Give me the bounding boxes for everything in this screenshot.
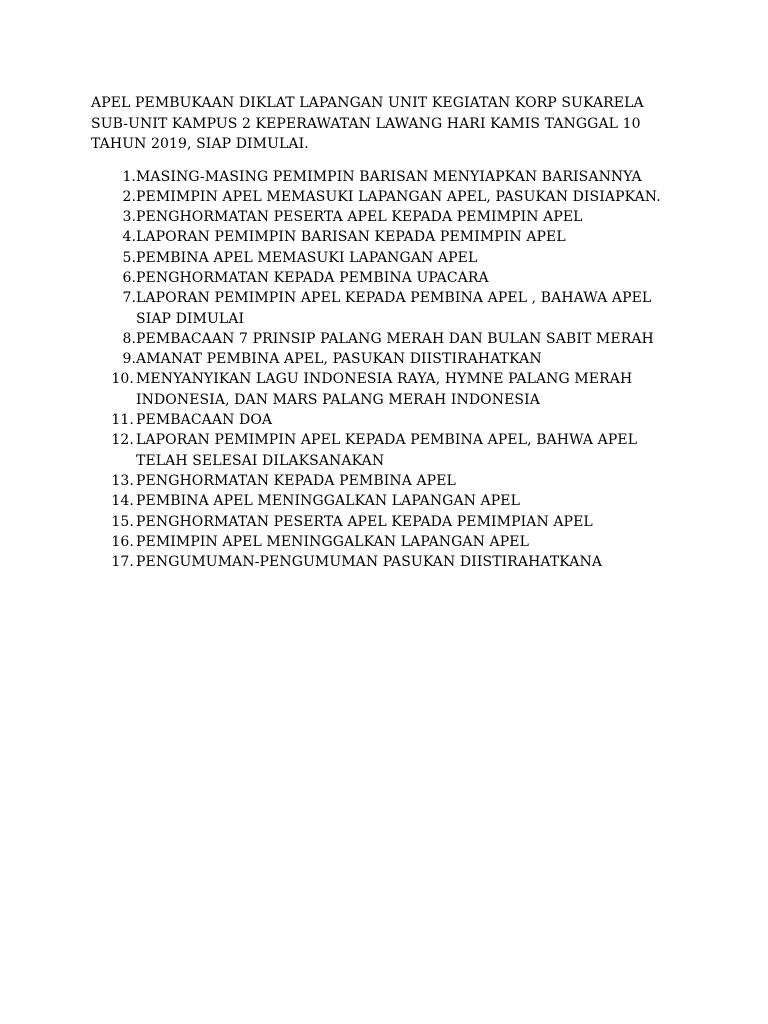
list-item-line: AMANAT PEMBINA APEL, PASUKAN DIISTIRAHATKAN — [136, 351, 542, 368]
list-item — [91, 532, 691, 552]
list-item — [91, 369, 691, 410]
list-item-number: 13. — [111, 472, 134, 489]
intro-line: SUB-UNIT KAMPUS 2 KEPERAWATAN LAWANG HARI KAMIS TANGGAL 10 — [91, 115, 641, 132]
list-item-number: 5. — [122, 249, 136, 266]
list-item-number: 10. — [111, 371, 134, 388]
list-item-line: PEMIMPIN APEL MENINGGALKAN LAPANGAN APEL — [136, 533, 529, 550]
list-item-line: LAPORAN PEMIMPIN APEL KEPADA PEMBINA APEL, BAHWA APEL — [136, 432, 638, 449]
list-item-text — [134, 512, 691, 532]
list-item-line: SIAP DIMULAI — [136, 310, 245, 327]
list-item-number: 3. — [122, 209, 136, 226]
list-item-line: PENGHORMATAN KEPADA PEMBINA UPACARA — [136, 269, 489, 286]
ceremony-steps-list — [91, 167, 691, 573]
list-item-text — [136, 227, 691, 247]
list-item-number: 11. — [111, 412, 134, 429]
list-item — [91, 349, 691, 369]
list-item-line: MASING-MASING PEMIMPIN BARISAN MENYIAPKAN BARISANNYA — [136, 168, 642, 185]
intro-line: APEL PEMBUKAAN DIKLAT LAPANGAN UNIT KEGIATAN KORP SUKARELA — [91, 95, 644, 111]
list-item-text — [136, 329, 691, 349]
list-item — [91, 410, 691, 430]
list-item-number: 6. — [122, 269, 136, 286]
list-item-text — [136, 268, 691, 288]
list-item-number: 4. — [122, 229, 136, 246]
list-item-line: INDONESIA, DAN MARS PALANG MERAH INDONESIA — [136, 391, 540, 408]
document-intro — [91, 93, 691, 155]
list-item-text — [134, 410, 691, 430]
list-item — [91, 268, 691, 288]
list-item — [91, 207, 691, 227]
list-item-text — [136, 167, 691, 187]
list-item-line: PENGHORMATAN PESERTA APEL KEPADA PEMIMPIN APEL — [136, 209, 583, 226]
list-item-number: 8. — [122, 330, 136, 347]
list-item-text — [136, 349, 691, 369]
list-item-number: 1. — [122, 168, 136, 185]
list-item — [91, 248, 691, 268]
list-item-text — [134, 471, 691, 491]
list-item — [91, 187, 691, 207]
list-item-number: 7. — [122, 290, 136, 307]
list-item-text — [134, 491, 691, 511]
list-item-number: 14. — [111, 493, 134, 510]
list-item — [91, 227, 691, 247]
list-item-text — [136, 207, 691, 227]
list-item — [91, 288, 691, 329]
list-item-line: PEMIMPIN APEL MEMASUKI LAPANGAN APEL, PASUKAN DISIAPKAN. — [136, 188, 661, 205]
list-item — [91, 329, 691, 349]
list-item-text — [136, 248, 691, 268]
intro-line: TAHUN 2019, SIAP DIMULAI. — [91, 136, 309, 152]
list-item — [91, 167, 691, 187]
list-item-text — [134, 552, 691, 572]
list-item — [91, 430, 691, 471]
list-item-text — [136, 187, 691, 207]
list-item-number: 16. — [111, 533, 134, 550]
list-item-line: PENGHORMATAN PESERTA APEL KEPADA PEMIMPIAN APEL — [136, 513, 593, 530]
list-item-line: PEMBINA APEL MENINGGALKAN LAPANGAN APEL — [136, 493, 521, 510]
list-item-text — [134, 532, 691, 552]
list-item-line: MENYANYIKAN LAGU INDONESIA RAYA, HYMNE PALANG MERAH — [136, 371, 633, 388]
list-item-line: TELAH SELESAI DILAKSANAKAN — [136, 452, 385, 469]
list-item-line: LAPORAN PEMIMPIN BARISAN KEPADA PEMIMPIN APEL — [136, 229, 566, 246]
list-item-text — [134, 430, 691, 471]
list-item — [91, 552, 691, 572]
list-item-number: 2. — [122, 188, 136, 205]
list-item-text — [134, 369, 691, 410]
list-item-line: PEMBINA APEL MEMASUKI LAPANGAN APEL — [136, 249, 478, 266]
list-item — [91, 512, 691, 532]
list-item-number: 17. — [111, 554, 134, 571]
list-item-line: PEMBACAAN DOA — [136, 412, 273, 429]
list-item-number: 15. — [111, 513, 134, 530]
list-item-number: 12. — [111, 432, 134, 449]
list-item-number: 9. — [122, 351, 136, 368]
list-item — [91, 471, 691, 491]
list-item-line: PENGHORMATAN KEPADA PEMBINA APEL — [136, 472, 456, 489]
list-item-line: PENGUMUMAN-PENGUMUMAN PASUKAN DIISTIRAHATKANA — [136, 554, 603, 571]
list-item-line: PEMBACAAN 7 PRINSIP PALANG MERAH DAN BULAN SABIT MERAH — [136, 330, 654, 347]
list-item — [91, 491, 691, 511]
document-content — [91, 93, 691, 572]
list-item-text — [136, 288, 691, 329]
list-item-line: LAPORAN PEMIMPIN APEL KEPADA PEMBINA APEL , BAHAWA APEL — [136, 290, 652, 307]
